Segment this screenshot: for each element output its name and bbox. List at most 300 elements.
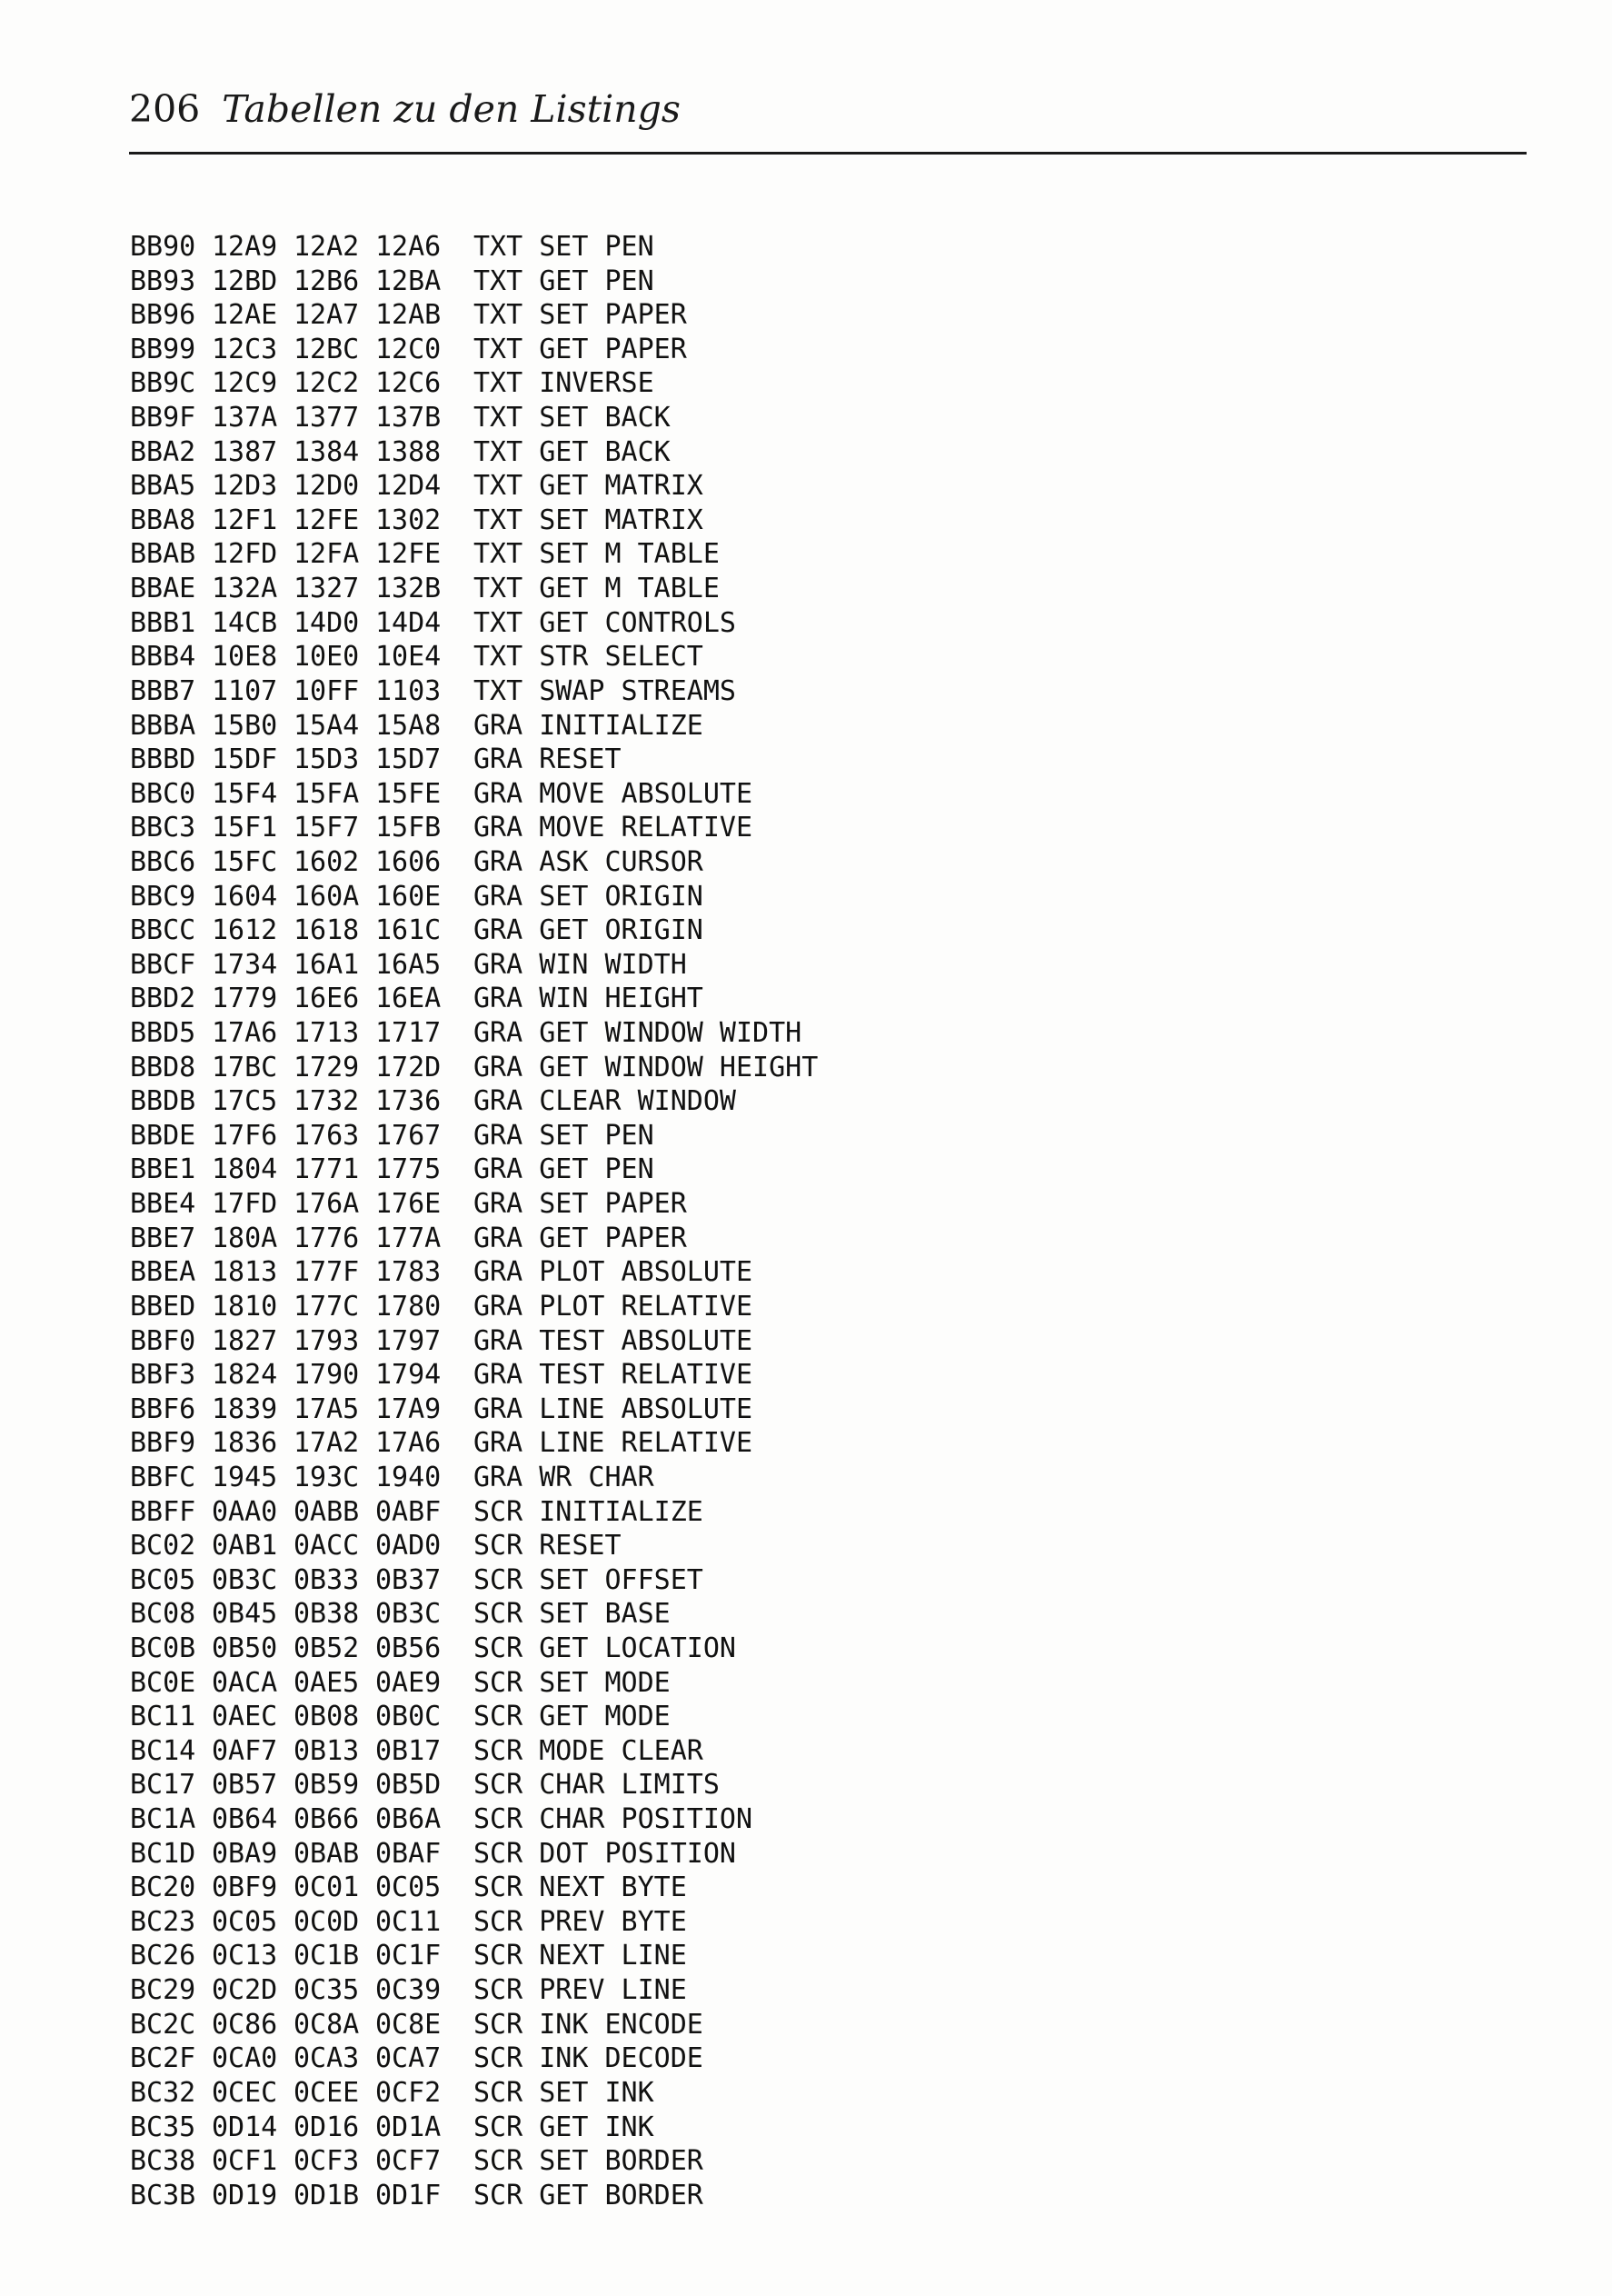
value-cell-1: 0AEC bbox=[212, 1701, 278, 1733]
value-cell-1: 1813 bbox=[212, 1256, 278, 1289]
table-row bbox=[130, 298, 818, 333]
value-cell-2: 0D16 bbox=[294, 2111, 360, 2143]
value-cell-1: 15F1 bbox=[212, 812, 278, 844]
page-number: 206 bbox=[129, 87, 201, 131]
routine-name: SCR NEXT LINE bbox=[473, 1940, 687, 1972]
address-cell: BBC0 bbox=[130, 777, 196, 810]
value-cell-1: 0AB1 bbox=[212, 1530, 278, 1562]
routine-name: SCR MODE CLEAR bbox=[473, 1734, 703, 1767]
table-row bbox=[130, 1290, 818, 1324]
value-cell-3: 12FE bbox=[375, 538, 442, 571]
value-cell-1: 1612 bbox=[212, 914, 278, 947]
value-cell-1: 1107 bbox=[212, 674, 278, 707]
address-cell: BC26 bbox=[130, 1940, 196, 1972]
address-cell: BBD2 bbox=[130, 983, 196, 1015]
value-cell-3: 0C39 bbox=[375, 1974, 442, 2007]
routine-name: TXT GET MATRIX bbox=[473, 470, 703, 503]
table-row bbox=[130, 1358, 818, 1393]
routine-name: TXT GET PEN bbox=[473, 265, 654, 297]
table-row bbox=[130, 537, 818, 572]
routine-name: GRA MOVE ABSOLUTE bbox=[473, 777, 753, 810]
value-cell-1: 0ACA bbox=[212, 1666, 278, 1699]
value-cell-1: 12C9 bbox=[212, 367, 278, 400]
address-cell: BB93 bbox=[130, 265, 196, 297]
value-cell-1: 1779 bbox=[212, 983, 278, 1015]
address-cell: BC2F bbox=[130, 2042, 196, 2075]
routine-name: GRA GET PAPER bbox=[473, 1222, 687, 1254]
table-row bbox=[130, 982, 818, 1016]
routine-name: TXT SET MATRIX bbox=[473, 504, 703, 536]
routine-name: TXT GET PAPER bbox=[473, 333, 687, 365]
value-cell-1: 0AF7 bbox=[212, 1734, 278, 1767]
value-cell-3: 12A6 bbox=[375, 231, 442, 263]
table-row bbox=[130, 333, 818, 367]
table-row bbox=[130, 2008, 818, 2042]
value-cell-3: 0C8E bbox=[375, 2008, 442, 2041]
value-cell-2: 1618 bbox=[294, 914, 360, 947]
value-cell-1: 1604 bbox=[212, 880, 278, 913]
routine-name: GRA CLEAR WINDOW bbox=[473, 1085, 736, 1118]
value-cell-1: 1734 bbox=[212, 948, 278, 981]
value-cell-2: 1729 bbox=[294, 1051, 360, 1083]
value-cell-2: 12BC bbox=[294, 333, 360, 365]
value-cell-2: 12C2 bbox=[294, 367, 360, 400]
value-cell-1: 0B64 bbox=[212, 1803, 278, 1836]
value-cell-3: 0B56 bbox=[375, 1632, 442, 1664]
value-cell-3: 0ABF bbox=[375, 1495, 442, 1528]
address-cell: BBA8 bbox=[130, 504, 196, 536]
value-cell-1: 0C05 bbox=[212, 1905, 278, 1938]
value-cell-1: 12D3 bbox=[212, 470, 278, 503]
table-row bbox=[130, 948, 818, 983]
value-cell-2: 0B66 bbox=[294, 1803, 360, 1836]
value-cell-1: 15DF bbox=[212, 744, 278, 776]
value-cell-2: 0C8A bbox=[294, 2008, 360, 2041]
table-row bbox=[130, 1495, 818, 1530]
address-cell: BBDE bbox=[130, 1119, 196, 1152]
routine-name: TXT SET BACK bbox=[473, 402, 671, 434]
table-row bbox=[130, 265, 818, 299]
table-row bbox=[130, 1666, 818, 1701]
value-cell-2: 1384 bbox=[294, 435, 360, 468]
value-cell-1: 1836 bbox=[212, 1427, 278, 1460]
table-row bbox=[130, 1939, 818, 1973]
address-cell: BBB1 bbox=[130, 606, 196, 639]
routine-name: SCR INITIALIZE bbox=[473, 1495, 703, 1528]
value-cell-3: 15D7 bbox=[375, 744, 442, 776]
value-cell-1: 1945 bbox=[212, 1461, 278, 1493]
address-cell: BC23 bbox=[130, 1905, 196, 1938]
value-cell-2: 177C bbox=[294, 1290, 360, 1323]
value-cell-2: 1776 bbox=[294, 1222, 360, 1254]
value-cell-1: 0B50 bbox=[212, 1632, 278, 1664]
value-cell-2: 0C01 bbox=[294, 1872, 360, 1904]
value-cell-3: 1103 bbox=[375, 674, 442, 707]
value-cell-2: 15D3 bbox=[294, 744, 360, 776]
routine-name: GRA WR CHAR bbox=[473, 1461, 654, 1493]
address-cell: BBF9 bbox=[130, 1427, 196, 1460]
address-cell: BBF3 bbox=[130, 1359, 196, 1392]
address-cell: BBCC bbox=[130, 914, 196, 947]
routine-name: GRA INITIALIZE bbox=[473, 709, 703, 742]
table-row bbox=[130, 1529, 818, 1563]
table-row bbox=[130, 1222, 818, 1256]
value-cell-3: 177A bbox=[375, 1222, 442, 1254]
value-cell-2: 0ACC bbox=[294, 1530, 360, 1562]
value-cell-2: 0D1B bbox=[294, 2179, 360, 2211]
value-cell-1: 0CF1 bbox=[212, 2145, 278, 2178]
value-cell-3: 0B6A bbox=[375, 1803, 442, 1836]
table-row bbox=[130, 777, 818, 812]
table-row bbox=[130, 1871, 818, 1905]
address-cell: BC0B bbox=[130, 1632, 196, 1664]
routine-name: GRA LINE ABSOLUTE bbox=[473, 1393, 753, 1425]
table-row bbox=[130, 401, 818, 435]
table-row bbox=[130, 1461, 818, 1495]
value-cell-2: 12FA bbox=[294, 538, 360, 571]
value-cell-3: 12C6 bbox=[375, 367, 442, 400]
value-cell-1: 14CB bbox=[212, 606, 278, 639]
value-cell-1: 1824 bbox=[212, 1359, 278, 1392]
address-cell: BBE1 bbox=[130, 1153, 196, 1186]
value-cell-3: 0AE9 bbox=[375, 1666, 442, 1699]
routine-name: SCR SET BORDER bbox=[473, 2145, 703, 2178]
address-table bbox=[130, 230, 818, 2212]
value-cell-2: 1771 bbox=[294, 1153, 360, 1186]
routine-name: SCR GET INK bbox=[473, 2111, 654, 2143]
table-row bbox=[130, 1255, 818, 1290]
table-row bbox=[130, 1973, 818, 2008]
address-cell: BBCF bbox=[130, 948, 196, 981]
table-row bbox=[130, 572, 818, 606]
value-cell-2: 0C1B bbox=[294, 1940, 360, 1972]
table-row bbox=[130, 1597, 818, 1632]
address-cell: BBC9 bbox=[130, 880, 196, 913]
routine-name: GRA TEST ABSOLUTE bbox=[473, 1324, 753, 1357]
address-cell: BBB7 bbox=[130, 674, 196, 707]
address-cell: BC32 bbox=[130, 2076, 196, 2109]
value-cell-3: 160E bbox=[375, 880, 442, 913]
routine-name: SCR INK DECODE bbox=[473, 2042, 703, 2075]
table-row bbox=[130, 1632, 818, 1666]
routine-name: GRA WIN HEIGHT bbox=[473, 983, 703, 1015]
routine-name: TXT GET M TABLE bbox=[473, 573, 720, 605]
routine-name: SCR PREV BYTE bbox=[473, 1905, 687, 1938]
value-cell-2: 177F bbox=[294, 1256, 360, 1289]
page-header bbox=[129, 87, 681, 131]
address-cell: BBFC bbox=[130, 1461, 196, 1493]
value-cell-1: 12F1 bbox=[212, 504, 278, 536]
value-cell-1: 12BD bbox=[212, 265, 278, 297]
value-cell-1: 0C2D bbox=[212, 1974, 278, 2007]
value-cell-2: 15F7 bbox=[294, 812, 360, 844]
routine-name: SCR CHAR POSITION bbox=[473, 1803, 753, 1836]
routine-name: SCR SET OFFSET bbox=[473, 1563, 703, 1596]
routine-name: SCR CHAR LIMITS bbox=[473, 1769, 720, 1802]
value-cell-2: 15A4 bbox=[294, 709, 360, 742]
value-cell-1: 15B0 bbox=[212, 709, 278, 742]
table-row bbox=[130, 1734, 818, 1769]
value-cell-3: 1794 bbox=[375, 1359, 442, 1392]
value-cell-1: 17BC bbox=[212, 1051, 278, 1083]
value-cell-3: 1388 bbox=[375, 435, 442, 468]
value-cell-3: 1780 bbox=[375, 1290, 442, 1323]
value-cell-1: 0AA0 bbox=[212, 1495, 278, 1528]
table-row bbox=[130, 1324, 818, 1359]
address-cell: BBE7 bbox=[130, 1222, 196, 1254]
routine-name: TXT INVERSE bbox=[473, 367, 654, 400]
value-cell-1: 15FC bbox=[212, 845, 278, 878]
address-cell: BC38 bbox=[130, 2145, 196, 2178]
address-cell: BBF6 bbox=[130, 1393, 196, 1425]
value-cell-2: 0CF3 bbox=[294, 2145, 360, 2178]
routine-name: GRA GET PEN bbox=[473, 1153, 654, 1186]
value-cell-3: 10E4 bbox=[375, 641, 442, 674]
value-cell-3: 1783 bbox=[375, 1256, 442, 1289]
value-cell-2: 15FA bbox=[294, 777, 360, 810]
value-cell-2: 12B6 bbox=[294, 265, 360, 297]
value-cell-3: 0CA7 bbox=[375, 2042, 442, 2075]
routine-name: TXT SET PAPER bbox=[473, 299, 687, 332]
routine-name: GRA MOVE RELATIVE bbox=[473, 812, 753, 844]
value-cell-3: 12C0 bbox=[375, 333, 442, 365]
value-cell-1: 0D14 bbox=[212, 2111, 278, 2143]
value-cell-3: 0CF7 bbox=[375, 2145, 442, 2178]
address-cell: BC08 bbox=[130, 1598, 196, 1631]
address-cell: BBA5 bbox=[130, 470, 196, 503]
address-cell: BC17 bbox=[130, 1769, 196, 1802]
value-cell-3: 1797 bbox=[375, 1324, 442, 1357]
value-cell-3: 0C05 bbox=[375, 1872, 442, 1904]
address-cell: BC1A bbox=[130, 1803, 196, 1836]
value-cell-3: 15FE bbox=[375, 777, 442, 810]
value-cell-3: 15A8 bbox=[375, 709, 442, 742]
routine-name: SCR SET BASE bbox=[473, 1598, 671, 1631]
value-cell-3: 172D bbox=[375, 1051, 442, 1083]
table-row bbox=[130, 1084, 818, 1119]
table-row bbox=[130, 1905, 818, 1940]
value-cell-2: 0C0D bbox=[294, 1905, 360, 1938]
value-cell-1: 1810 bbox=[212, 1290, 278, 1323]
value-cell-3: 1717 bbox=[375, 1017, 442, 1050]
table-row bbox=[130, 1426, 818, 1461]
value-cell-1: 12FD bbox=[212, 538, 278, 571]
value-cell-2: 0BAB bbox=[294, 1837, 360, 1870]
address-cell: BBAE bbox=[130, 573, 196, 605]
routine-name: GRA ASK CURSOR bbox=[473, 845, 703, 878]
address-cell: BB9C bbox=[130, 367, 196, 400]
table-row bbox=[130, 1187, 818, 1222]
address-cell: BBBA bbox=[130, 709, 196, 742]
address-cell: BBEA bbox=[130, 1256, 196, 1289]
value-cell-1: 1827 bbox=[212, 1324, 278, 1357]
address-cell: BBF0 bbox=[130, 1324, 196, 1357]
value-cell-3: 17A9 bbox=[375, 1393, 442, 1425]
routine-name: SCR GET MODE bbox=[473, 1701, 671, 1733]
value-cell-2: 160A bbox=[294, 880, 360, 913]
address-cell: BBD5 bbox=[130, 1017, 196, 1050]
value-cell-3: 161C bbox=[375, 914, 442, 947]
routine-name: TXT GET CONTROLS bbox=[473, 606, 736, 639]
table-row bbox=[130, 640, 818, 674]
table-row bbox=[130, 2179, 818, 2213]
value-cell-3: 14D4 bbox=[375, 606, 442, 639]
value-cell-1: 0D19 bbox=[212, 2179, 278, 2211]
address-cell: BC05 bbox=[130, 1563, 196, 1596]
value-cell-2: 1327 bbox=[294, 573, 360, 605]
address-cell: BBA2 bbox=[130, 435, 196, 468]
address-cell: BBE4 bbox=[130, 1188, 196, 1221]
address-cell: BBB4 bbox=[130, 641, 196, 674]
routine-name: TXT SWAP STREAMS bbox=[473, 674, 736, 707]
value-cell-2: 0CA3 bbox=[294, 2042, 360, 2075]
value-cell-2: 16A1 bbox=[294, 948, 360, 981]
address-cell: BB96 bbox=[130, 299, 196, 332]
table-row bbox=[130, 2076, 818, 2111]
value-cell-1: 17A6 bbox=[212, 1017, 278, 1050]
address-cell: BC0E bbox=[130, 1666, 196, 1699]
routine-name: GRA PLOT RELATIVE bbox=[473, 1290, 753, 1323]
value-cell-1: 10E8 bbox=[212, 641, 278, 674]
routine-name: SCR GET LOCATION bbox=[473, 1632, 736, 1664]
value-cell-3: 0BAF bbox=[375, 1837, 442, 1870]
value-cell-2: 17A2 bbox=[294, 1427, 360, 1460]
table-row bbox=[130, 1393, 818, 1427]
value-cell-1: 0CA0 bbox=[212, 2042, 278, 2075]
table-row bbox=[130, 674, 818, 709]
value-cell-2: 12FE bbox=[294, 504, 360, 536]
value-cell-2: 1377 bbox=[294, 402, 360, 434]
value-cell-2: 193C bbox=[294, 1461, 360, 1493]
routine-name: GRA RESET bbox=[473, 744, 622, 776]
address-cell: BC14 bbox=[130, 1734, 196, 1767]
value-cell-2: 176A bbox=[294, 1188, 360, 1221]
value-cell-2: 1790 bbox=[294, 1359, 360, 1392]
table-row bbox=[130, 366, 818, 401]
address-cell: BC02 bbox=[130, 1530, 196, 1562]
table-row bbox=[130, 2111, 818, 2145]
routine-name: TXT SET M TABLE bbox=[473, 538, 720, 571]
value-cell-2: 0B08 bbox=[294, 1701, 360, 1733]
value-cell-2: 0B38 bbox=[294, 1598, 360, 1631]
value-cell-3: 12AB bbox=[375, 299, 442, 332]
address-cell: BB90 bbox=[130, 231, 196, 263]
routine-name: GRA SET ORIGIN bbox=[473, 880, 703, 913]
value-cell-3: 0C1F bbox=[375, 1940, 442, 1972]
value-cell-1: 15F4 bbox=[212, 777, 278, 810]
value-cell-2: 17A5 bbox=[294, 1393, 360, 1425]
value-cell-1: 0CEC bbox=[212, 2076, 278, 2109]
value-cell-2: 0B59 bbox=[294, 1769, 360, 1802]
value-cell-1: 0C13 bbox=[212, 1940, 278, 1972]
value-cell-1: 12AE bbox=[212, 299, 278, 332]
routine-name: SCR NEXT BYTE bbox=[473, 1872, 687, 1904]
value-cell-3: 1775 bbox=[375, 1153, 442, 1186]
table-row bbox=[130, 606, 818, 641]
value-cell-3: 0C11 bbox=[375, 1905, 442, 1938]
routine-name: TXT SET PEN bbox=[473, 231, 654, 263]
value-cell-1: 1839 bbox=[212, 1393, 278, 1425]
address-cell: BBAB bbox=[130, 538, 196, 571]
routine-name: GRA PLOT ABSOLUTE bbox=[473, 1256, 753, 1289]
address-cell: BC29 bbox=[130, 1974, 196, 2007]
table-row bbox=[130, 504, 818, 538]
routine-name: GRA WIN WIDTH bbox=[473, 948, 687, 981]
value-cell-3: 1940 bbox=[375, 1461, 442, 1493]
value-cell-2: 16E6 bbox=[294, 983, 360, 1015]
page-title: Tabellen zu den Listings bbox=[222, 87, 681, 131]
value-cell-1: 17FD bbox=[212, 1188, 278, 1221]
value-cell-1: 180A bbox=[212, 1222, 278, 1254]
routine-name: SCR GET BORDER bbox=[473, 2179, 703, 2211]
value-cell-1: 137A bbox=[212, 402, 278, 434]
value-cell-3: 1302 bbox=[375, 504, 442, 536]
table-row bbox=[130, 435, 818, 470]
value-cell-3: 0B17 bbox=[375, 1734, 442, 1767]
value-cell-2: 1793 bbox=[294, 1324, 360, 1357]
value-cell-1: 1387 bbox=[212, 435, 278, 468]
value-cell-2: 0B52 bbox=[294, 1632, 360, 1664]
value-cell-3: 1767 bbox=[375, 1119, 442, 1152]
value-cell-1: 0B57 bbox=[212, 1769, 278, 1802]
value-cell-1: 17C5 bbox=[212, 1085, 278, 1118]
value-cell-3: 0B3C bbox=[375, 1598, 442, 1631]
routine-name: SCR PREV LINE bbox=[473, 1974, 687, 2007]
value-cell-2: 10E0 bbox=[294, 641, 360, 674]
table-row bbox=[130, 811, 818, 845]
routine-name: TXT GET BACK bbox=[473, 435, 671, 468]
table-row bbox=[130, 2041, 818, 2076]
value-cell-3: 0D1A bbox=[375, 2111, 442, 2143]
value-cell-1: 0B45 bbox=[212, 1598, 278, 1631]
value-cell-3: 12D4 bbox=[375, 470, 442, 503]
value-cell-2: 12A7 bbox=[294, 299, 360, 332]
value-cell-2: 0CEE bbox=[294, 2076, 360, 2109]
value-cell-2: 12D0 bbox=[294, 470, 360, 503]
routine-name: SCR SET MODE bbox=[473, 1666, 671, 1699]
address-cell: BBED bbox=[130, 1290, 196, 1323]
routine-name: GRA GET WINDOW HEIGHT bbox=[473, 1051, 819, 1083]
value-cell-3: 0B37 bbox=[375, 1563, 442, 1596]
table-row bbox=[130, 1700, 818, 1734]
address-cell: BBDB bbox=[130, 1085, 196, 1118]
value-cell-2: 0AE5 bbox=[294, 1666, 360, 1699]
routine-name: SCR SET INK bbox=[473, 2076, 654, 2109]
address-cell: BC11 bbox=[130, 1701, 196, 1733]
value-cell-1: 132A bbox=[212, 573, 278, 605]
value-cell-2: 10FF bbox=[294, 674, 360, 707]
routine-name: GRA LINE RELATIVE bbox=[473, 1427, 753, 1460]
address-cell: BC2C bbox=[130, 2008, 196, 2041]
value-cell-1: 0C86 bbox=[212, 2008, 278, 2041]
routine-name: GRA GET ORIGIN bbox=[473, 914, 703, 947]
value-cell-1: 17F6 bbox=[212, 1119, 278, 1152]
address-cell: BBC6 bbox=[130, 845, 196, 878]
table-row bbox=[130, 2144, 818, 2179]
table-row bbox=[130, 1016, 818, 1051]
table-row bbox=[130, 913, 818, 948]
value-cell-3: 0D1F bbox=[375, 2179, 442, 2211]
value-cell-2: 1732 bbox=[294, 1085, 360, 1118]
value-cell-3: 12BA bbox=[375, 265, 442, 297]
routine-name: SCR RESET bbox=[473, 1530, 622, 1562]
value-cell-2: 0C35 bbox=[294, 1974, 360, 2007]
routine-name: SCR DOT POSITION bbox=[473, 1837, 736, 1870]
value-cell-2: 12A2 bbox=[294, 231, 360, 263]
value-cell-2: 1763 bbox=[294, 1119, 360, 1152]
table-row bbox=[130, 1768, 818, 1802]
value-cell-1: 1804 bbox=[212, 1153, 278, 1186]
